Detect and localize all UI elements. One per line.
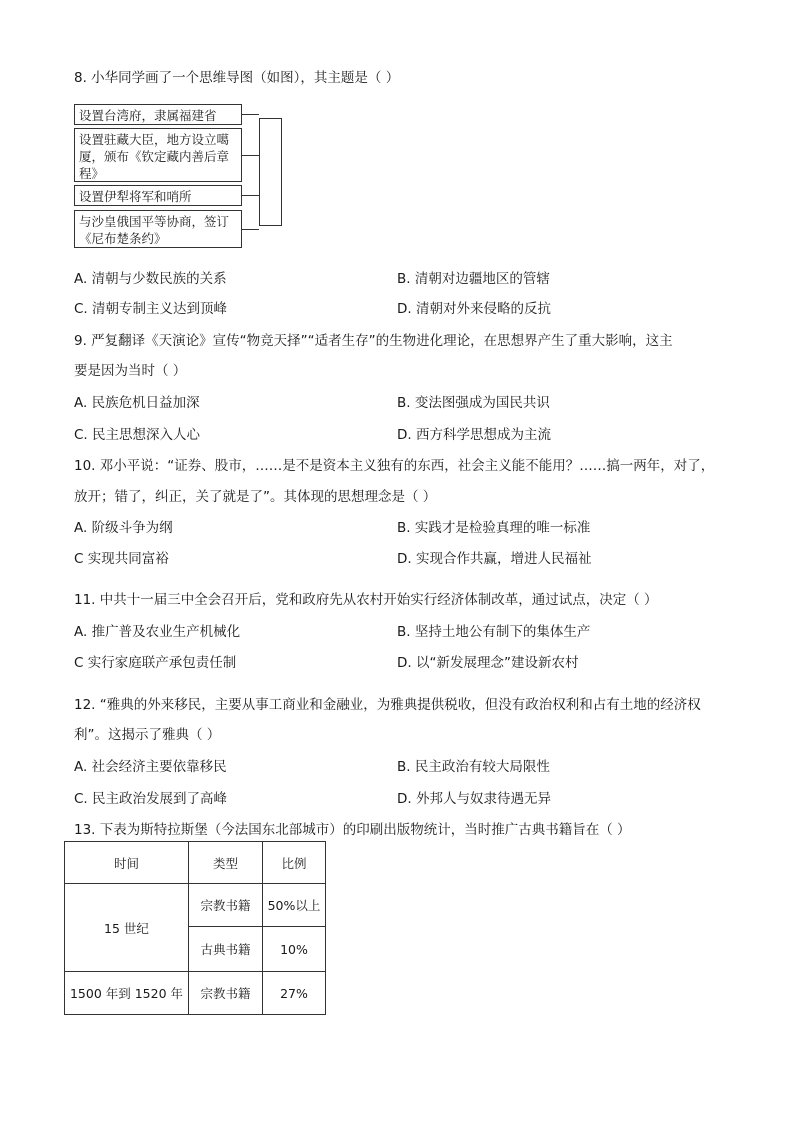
- mind-map-box-4: 与沙皇俄国平等协商，签订《尼布楚条约》: [74, 210, 242, 248]
- q10-stem-line1: 10. 邓小平说：“证券、股市，……是不是资本主义独有的东西，社会主义能不能用？……搞一两年，对了，: [74, 458, 715, 474]
- q13-stem: 13. 下表为斯特拉斯堡（今法国东北部城市）的印刷出版物统计，当时推广古典书籍旨在（ ）: [74, 822, 631, 838]
- q10-option-b[interactable]: B. 实践才是检验真理的唯一标准: [397, 520, 591, 536]
- q10-option-d[interactable]: D. 实现合作共赢，增进人民福祉: [397, 551, 592, 567]
- q12-option-a[interactable]: A. 社会经济主要依靠移民: [74, 759, 227, 775]
- q9-option-a[interactable]: A. 民族危机日益加深: [74, 395, 200, 411]
- q8-stem: 8. 小华同学画了一个思维导图（如图），其主题是（ ）: [74, 70, 400, 86]
- q8-option-a[interactable]: A. 清朝与少数民族的关系: [74, 271, 227, 287]
- table-header-row: [65, 842, 326, 884]
- table-cell-type: 宗教书籍: [189, 972, 263, 1015]
- table-cell-type: 古典书籍: [189, 927, 263, 972]
- q9-stem-line1: 9. 严复翻译《天演论》宣传“物竞天择”“适者生存”的生物进化理论，在思想界产生了重大影响，这主: [74, 333, 673, 349]
- mind-map-box-3: 设置伊犁将军和哨所: [74, 185, 242, 206]
- q12-option-c[interactable]: C. 民主政治发展到了高峰: [74, 791, 228, 807]
- q11-option-d[interactable]: D. 以“新发展理念”建设新农村: [397, 655, 579, 671]
- connector-line-4: [242, 229, 259, 230]
- q10-option-a[interactable]: A. 阶级斗争为纲: [74, 520, 173, 536]
- q12-stem-line2: 利”。这揭示了雅典（ ）: [74, 727, 221, 743]
- mind-map-box-1: 设置台湾府，隶属福建省: [74, 104, 242, 125]
- q11-option-a[interactable]: A. 推广普及农业生产机械化: [74, 624, 241, 640]
- q12-option-b[interactable]: B. 民主政治有较大局限性: [397, 759, 550, 775]
- q11-option-c[interactable]: C 实行家庭联产承包责任制: [74, 655, 237, 671]
- table-header-type: 类型: [189, 842, 263, 884]
- q8-option-c[interactable]: C. 清朝专制主义达到顶峰: [74, 301, 228, 317]
- table-header-time: 时间: [65, 842, 189, 884]
- connector-line-3: [242, 195, 259, 196]
- table-cell-ratio: 50%以上: [263, 884, 326, 927]
- table-cell-time: 15 世纪: [65, 884, 189, 972]
- connector-line-1: [242, 114, 259, 115]
- q10-option-c[interactable]: C 实现共同富裕: [74, 551, 169, 567]
- table-cell-ratio: 27%: [263, 972, 326, 1015]
- q9-option-d[interactable]: D. 西方科学思想成为主流: [397, 427, 551, 443]
- q10-stem-line2: 放开；错了，纠正，关了就是了”。其体现的思想理念是（ ）: [74, 489, 437, 505]
- q11-stem: 11. 中共十一届三中全会召开后，党和政府先从农村开始实行经济体制改革，通过试点，决定（ ）: [74, 592, 658, 608]
- table-cell-ratio: 10%: [263, 927, 326, 972]
- q8-option-b[interactable]: B. 清朝对边疆地区的管辖: [397, 271, 550, 287]
- q8-option-d[interactable]: D. 清朝对外来侵略的反抗: [397, 301, 551, 317]
- q12-option-d[interactable]: D. 外邦人与奴隶待遇无异: [397, 791, 551, 807]
- q9-option-b[interactable]: B. 变法图强成为国民共识: [397, 395, 550, 411]
- mind-map-box-2: 设置驻藏大臣，地方设立噶厦，颁布《钦定藏内善后章程》: [74, 128, 242, 182]
- q9-option-c[interactable]: C. 民主思想深入人心: [74, 427, 201, 443]
- q11-option-b[interactable]: B. 坚持土地公有制下的集体生产: [397, 624, 591, 640]
- print-statistics-table: [64, 841, 326, 1015]
- connector-line-2: [242, 155, 259, 156]
- topic-blank-box: [259, 118, 282, 226]
- q12-stem-line1: 12. “雅典的外来移民，主要从事工商业和金融业，为雅典提供税收，但没有政治权利和占有土地的经济权: [74, 697, 701, 713]
- table-row: [65, 884, 326, 927]
- table-row: [65, 972, 326, 1015]
- table-cell-time: 1500 年到 1520 年: [65, 972, 189, 1015]
- table-cell-type: 宗教书籍: [189, 884, 263, 927]
- table-header-ratio: 比例: [263, 842, 326, 884]
- q9-stem-line2: 要是因为当时（ ）: [74, 363, 187, 379]
